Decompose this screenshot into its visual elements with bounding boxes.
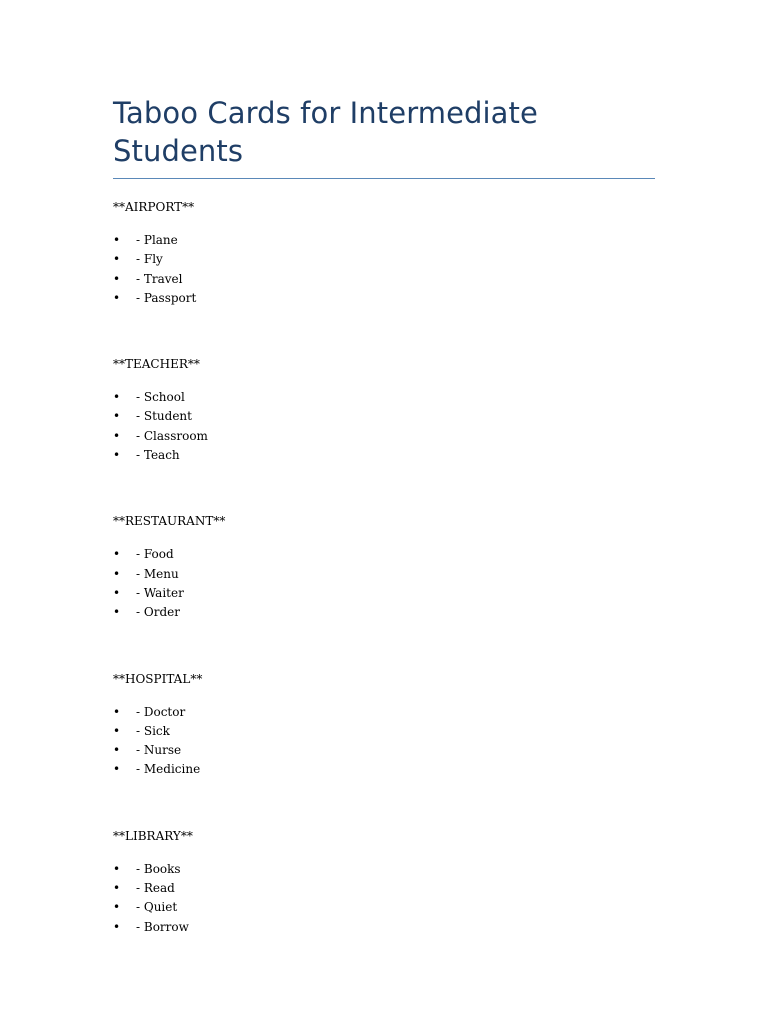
taboo-word: - School bbox=[136, 390, 185, 405]
list-item bbox=[113, 860, 655, 879]
list-item bbox=[113, 584, 655, 603]
taboo-card-restaurant bbox=[113, 513, 655, 622]
taboo-word: - Medicine bbox=[136, 762, 201, 777]
taboo-word: - Sick bbox=[136, 723, 170, 738]
bullet-icon: • bbox=[113, 547, 121, 562]
taboo-word: - Doctor bbox=[136, 704, 186, 719]
taboo-word: - Menu bbox=[136, 566, 179, 581]
taboo-word: - Classroom bbox=[136, 428, 208, 443]
bullet-icon: • bbox=[113, 585, 121, 600]
card-heading: **AIRPORT** bbox=[113, 200, 195, 214]
taboo-card-airport bbox=[113, 199, 655, 308]
list-item bbox=[113, 760, 655, 779]
list-item bbox=[113, 250, 655, 269]
taboo-word-list bbox=[113, 231, 655, 308]
list-item bbox=[113, 446, 655, 465]
bullet-icon: • bbox=[113, 428, 121, 443]
bullet-icon: • bbox=[113, 762, 121, 777]
taboo-word-list bbox=[113, 860, 655, 937]
bullet-icon: • bbox=[113, 252, 121, 267]
bullet-icon: • bbox=[113, 409, 121, 424]
list-item bbox=[113, 898, 655, 917]
taboo-word-list bbox=[113, 703, 655, 780]
taboo-word: - Nurse bbox=[136, 743, 182, 758]
taboo-word: - Quiet bbox=[136, 900, 178, 915]
taboo-word: - Plane bbox=[136, 233, 178, 247]
card-heading: **HOSPITAL** bbox=[113, 671, 203, 686]
list-item bbox=[113, 879, 655, 898]
list-item bbox=[113, 603, 655, 622]
list-item bbox=[113, 545, 655, 564]
bullet-icon: • bbox=[113, 743, 121, 758]
list-item bbox=[113, 289, 655, 308]
bullet-icon: • bbox=[113, 290, 121, 305]
bullet-icon: • bbox=[113, 900, 121, 915]
taboo-word-list bbox=[113, 545, 655, 622]
taboo-word-list bbox=[113, 388, 655, 465]
bullet-icon: • bbox=[113, 723, 121, 738]
bullet-icon: • bbox=[113, 605, 121, 620]
bullet-icon: • bbox=[113, 919, 121, 934]
taboo-word: - Read bbox=[136, 881, 175, 896]
list-item bbox=[113, 407, 655, 426]
list-item bbox=[113, 427, 655, 446]
bullet-icon: • bbox=[113, 861, 121, 876]
taboo-word: - Student bbox=[136, 409, 192, 424]
card-heading: **LIBRARY** bbox=[113, 828, 193, 843]
list-item bbox=[113, 741, 655, 760]
list-item bbox=[113, 918, 655, 937]
taboo-word: - Passport bbox=[136, 290, 197, 305]
taboo-word: - Fly bbox=[136, 252, 163, 267]
taboo-word: - Order bbox=[136, 605, 180, 620]
bullet-icon: • bbox=[113, 881, 121, 896]
bullet-icon: • bbox=[113, 390, 121, 405]
document-body bbox=[113, 94, 655, 937]
taboo-word: - Books bbox=[136, 861, 181, 876]
list-item bbox=[113, 703, 655, 722]
taboo-word: - Teach bbox=[136, 448, 180, 463]
taboo-card-library bbox=[113, 828, 655, 937]
taboo-word: - Waiter bbox=[136, 585, 184, 600]
bullet-icon: • bbox=[113, 704, 121, 719]
bullet-icon: • bbox=[113, 233, 121, 247]
document-title: Taboo Cards for Intermediate Students bbox=[113, 94, 655, 179]
taboo-word: - Borrow bbox=[136, 919, 189, 934]
taboo-card-sections bbox=[113, 199, 655, 937]
card-heading: **RESTAURANT** bbox=[113, 514, 226, 529]
taboo-word: - Travel bbox=[136, 271, 183, 286]
list-item bbox=[113, 565, 655, 584]
bullet-icon: • bbox=[113, 271, 121, 286]
bullet-icon: • bbox=[113, 566, 121, 581]
list-item bbox=[113, 388, 655, 407]
list-item bbox=[113, 270, 655, 289]
list-item bbox=[113, 231, 655, 250]
bullet-icon: • bbox=[113, 448, 121, 463]
taboo-card-teacher bbox=[113, 356, 655, 465]
taboo-card-hospital bbox=[113, 671, 655, 780]
taboo-word: - Food bbox=[136, 547, 174, 562]
list-item bbox=[113, 722, 655, 741]
card-heading: **TEACHER** bbox=[113, 357, 200, 372]
